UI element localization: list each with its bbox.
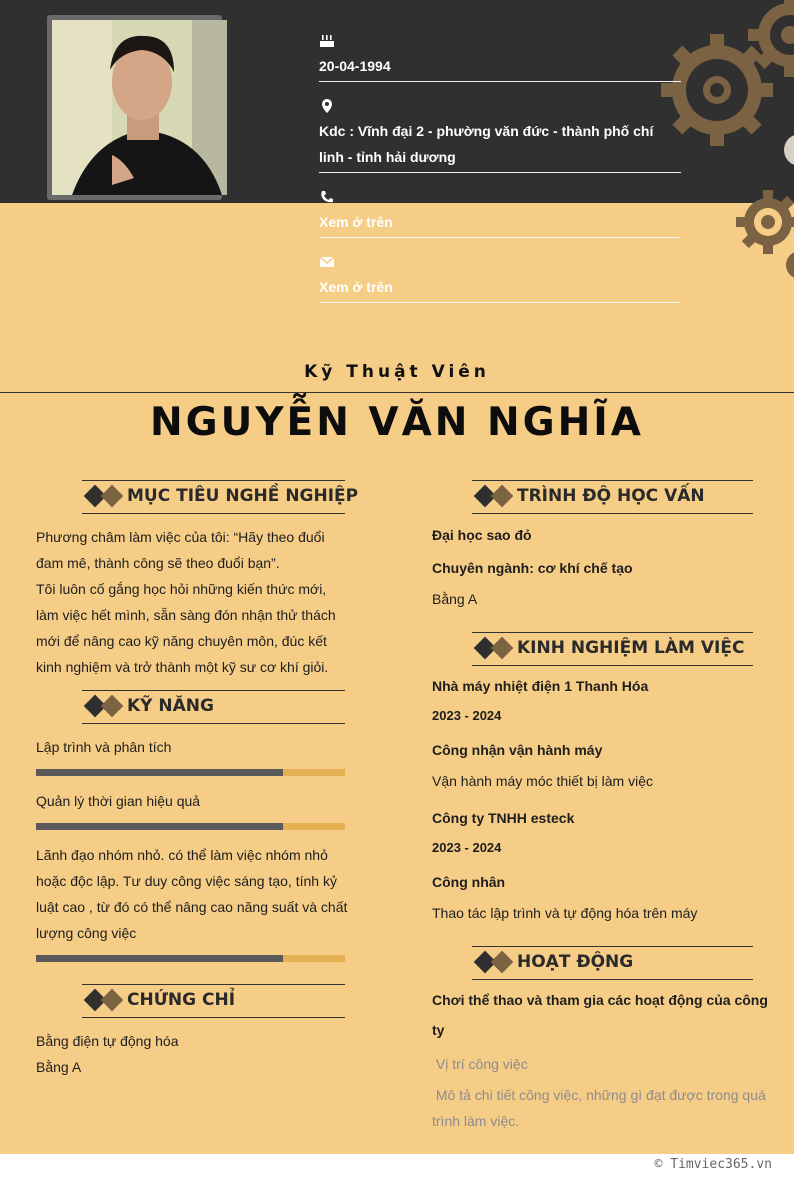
job-period: 2023 - 2024 (432, 840, 502, 855)
activity-description: Mô tả chi tiết công việc, những gì đạt được trong quá trình làm việc. (432, 1087, 770, 1129)
job-role: Công nhân (432, 874, 506, 890)
experience-heading: KINH NGHIỆM LÀM VIỆC (472, 632, 753, 666)
education-major: Chuyên ngành: cơ khí chế tạo (432, 560, 633, 576)
skill-name: Lãnh đạo nhóm nhỏ. có thể làm việc nhóm nhỏ hoặc độc lập. Tư duy công việc sáng tạo, tính kỷ luật cao , từ đó có thể nâng cao năng suất và chất lượng công việc (36, 847, 348, 941)
job-role: Công nhận vận hành máy (432, 742, 603, 758)
objective-line: Phương châm làm việc của tôi: “Hãy theo đuổi đam mê, thành công sẽ theo đuổi bạn”. (36, 529, 325, 571)
diamond-icon (491, 485, 514, 508)
diamond-icon (491, 951, 514, 974)
diamond-icon (101, 695, 124, 718)
objective-text (36, 524, 336, 680)
skill-bar (36, 955, 345, 962)
objective-line: Tôi luôn cố gắng học hỏi những kiến thức mới, làm việc hết mình, sẵn sàng đón nhận thử thách mới để nâng cao kỹ năng chuyên môn, đúc kết kinh nghiệm và trở thành một kỹ sư cơ khí giỏi. (36, 581, 336, 675)
skill-bar (36, 769, 345, 776)
education-degree: Bằng A (432, 591, 478, 607)
job-title: Kỹ Thuật Viên (304, 362, 490, 382)
skill-name: Quản lý thời gian hiệu quả (36, 793, 201, 809)
diamond-icon (101, 989, 124, 1012)
avatar (52, 20, 227, 195)
skill-name: Lập trình và phân tích (36, 739, 172, 755)
phone-value: Xem ở trên (319, 214, 393, 230)
skill-bar-fill (36, 769, 283, 776)
phone-icon (319, 189, 335, 205)
certificates-text (36, 1028, 336, 1080)
job-description: Thao tác lập trình và tự động hóa trên máy (432, 905, 698, 921)
map-marker-icon (319, 98, 335, 114)
address-row (319, 98, 681, 173)
education-heading: TRÌNH ĐỘ HỌC VẤN (472, 480, 753, 514)
birthdate-value: 20-04-1994 (319, 58, 391, 74)
candidate-name: NGUYỄN VĂN NGHĨA (150, 400, 644, 445)
job-company: Công ty TNHH esteck (432, 810, 575, 826)
address-value: Kdc : Vĩnh đại 2 - phường văn đức - thành phố chí linh - tỉnh hải dương (319, 123, 654, 165)
job-period: 2023 - 2024 (432, 708, 502, 723)
certificate-line: Bằng A (36, 1059, 82, 1075)
activity-position: Vị trí công việc (432, 1056, 528, 1072)
certificate-line: Bằng điện tự động hóa (36, 1033, 179, 1049)
envelope-icon (319, 254, 335, 270)
phone-row (319, 189, 681, 238)
diamond-icon (101, 485, 124, 508)
activity-title: Chơi thể thao và tham gia các hoạt động của công ty (432, 992, 768, 1038)
diamond-icon (491, 637, 514, 660)
education-school: Đại học sao đỏ (432, 527, 532, 543)
objective-heading: MỤC TIÊU NGHỀ NGHIỆP (82, 480, 345, 514)
skill-bar-fill (36, 955, 283, 962)
job-description: Vận hành máy móc thiết bị làm việc (432, 773, 653, 789)
certificates-heading: CHỨNG CHỈ (82, 984, 345, 1018)
activities-heading: HOẠT ĐỘNG (472, 946, 753, 980)
skills-heading: KỸ NĂNG (82, 690, 345, 724)
email-row (319, 254, 681, 303)
footer (0, 1154, 800, 1180)
birthdate-row (319, 32, 681, 82)
skill-bar (36, 823, 345, 830)
email-value: Xem ở trên (319, 279, 393, 295)
birthday-cake-icon (319, 32, 335, 48)
job-company: Nhà máy nhiệt điện 1 Thanh Hóa (432, 678, 649, 694)
skill-bar-fill (36, 823, 283, 830)
title-divider (0, 392, 794, 393)
footer-watermark: © Timviec365.vn (654, 1157, 772, 1172)
